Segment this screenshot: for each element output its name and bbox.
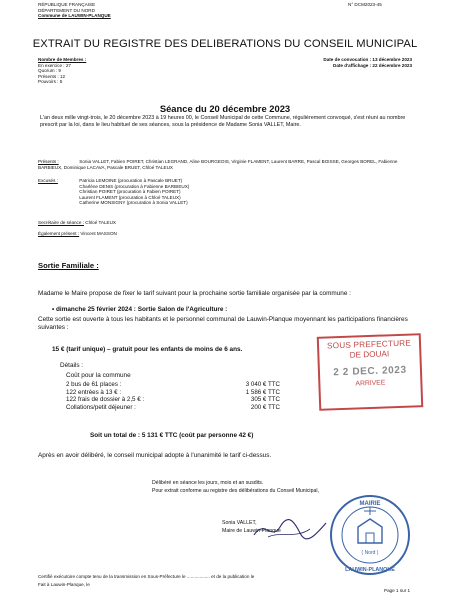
document-title: EXTRAIT DU REGISTRE DES DELIBERATIONS DU CONSEIL MUNICIPAL [32, 38, 418, 50]
members-line: Quorum : 9 [38, 68, 61, 74]
presents-names: Sonia VALLET, Fabien POIRET, Christian LEGRAND, Aline BOURGEOIS, Virginie FLAMENT, Laurent BARRE, Pascal BOISSE, Georges BOREL, Fabienne BARBIEUX, Dominique LACAVA, Pascale BRUET, Chloé TALEUX [38, 159, 398, 170]
conclusion-text: Après en avoir délibéré, le conseil municipal adopte à l'unanimité le tarif ci-dessus. [38, 452, 272, 459]
event-title: • dimanche 25 février 2024 : Sortie Salon de l'Agriculture : [52, 306, 228, 313]
cost-label: 122 entrées à 13 € : [66, 388, 122, 396]
cost-row [66, 389, 280, 397]
svg-text:MAIRIE: MAIRIE [359, 501, 381, 507]
secretaire-name: Chloé TALEUX [85, 220, 116, 225]
presents-row [38, 159, 418, 170]
secretaire-row [38, 220, 116, 226]
cost-row [66, 396, 280, 404]
affichage-date: Date d'affichage : 22 décembre 2023 [333, 62, 412, 68]
mairie-seal [328, 493, 412, 577]
signature-name: Sonia VALLET, [222, 520, 257, 526]
exp-label: Également présent : [38, 231, 80, 236]
excuse-line: Patricia LEMOINE (procuration à Pascale BRUET) [79, 178, 183, 183]
cost-label: Collations/petit déjeuner : [66, 403, 136, 411]
event-description: Cette sortie est ouverte à tous les habitants et le personnel communal de Lauwin-Planque moyennant les participations financières suivantes : [38, 316, 408, 331]
cost-amount: 1 586 € TTC [245, 388, 280, 396]
closing-line-1: Délibéré en séance les jours, mois et an susdits. [152, 480, 264, 486]
stamp-line-1: SOUS PREFECTURE [326, 338, 412, 351]
seal-sub: ( Nord ) [361, 550, 379, 556]
closing-line-2: Pour extrait conforme au registre des délibérations du Conseil Municipal, [152, 488, 319, 494]
members-heading: Nombre de Membres : [38, 57, 87, 62]
header-block [38, 2, 111, 19]
commune-label: Commune de LAUWIN-PLANQUE [38, 13, 111, 19]
footer-line-2: Fait à Lauwin-Planque, le [38, 582, 90, 587]
stamp-date: 2 2 DEC. 2023 [333, 364, 407, 379]
svg-text:LAUWIN-PLANQUE: LAUWIN-PLANQUE [345, 567, 395, 573]
seance-body: L'an deux mille vingt-trois, le 20 décembre 2023 à 19 heures 00, le Conseil Municipal de cette Commune, régulièrement convoqué, s'est réuni au nombre prescrit par la loi, dans le lieu habituel de ses séances, sous la présidence de Madame Sonia VALLET, Maire. [40, 115, 406, 128]
exp-name: Vincent MASSON [80, 231, 117, 236]
cost-label: 122 frais de dossier à 2,5 € : [66, 396, 145, 404]
details-heading: Détails : [60, 362, 84, 369]
convocation-date: Date de convocation : 13 décembre 2023 [323, 57, 412, 62]
handwritten-signature [250, 515, 330, 543]
cost-amount: 3 040 € TTC [245, 381, 280, 388]
excuse-line: Christian POIRET (procuration à Fabien POIRET) [79, 189, 181, 195]
republic-label: RÉPUBLIQUE FRANÇAISE [38, 2, 96, 7]
members-line: En exercice : 27 [38, 62, 71, 68]
stamp-status: ARRIVEE [355, 379, 386, 388]
footer-line-1: Certifié exécutoire compte tenu de la transmission en Sous-Préfecture le .................. et de la publication le [38, 574, 255, 579]
members-line: Présents : 12 [38, 73, 66, 79]
stamp-line-2: DE DOUAI [349, 349, 390, 360]
signature-role: Maire de Lauwin-Planque [222, 528, 281, 534]
excuse-line: Catherine MONSIGNY (procuration à Sonia VALLET) [79, 200, 188, 206]
department-label: DÉPARTEMENT DU NORD [38, 7, 95, 13]
total-text: Soit un total de : 5 131 € TTC (coût par personne 42 €) [90, 432, 254, 439]
prefecture-stamp [317, 333, 424, 411]
tarif-text: 15 € (tarif unique) – gratuit pour les enfants de moins de 6 ans. [52, 346, 243, 353]
members-block [38, 57, 86, 85]
presents-label: Présents : [38, 159, 59, 164]
exp-row [38, 231, 117, 237]
reference-number: N° DCM2023-45 [348, 2, 382, 7]
cost-label: 2 bus de 61 places : [66, 381, 122, 388]
excuses-row [38, 178, 189, 206]
page-number: Page 1 sur 1 [384, 588, 411, 593]
excuse-line: Laurent FLAMENT (procuration à Chloé TALEUX) [79, 194, 181, 200]
section-title: Sortie Familiale : [38, 261, 99, 270]
cost-amount: 305 € TTC [250, 396, 280, 404]
cost-row [66, 404, 280, 412]
cost-table [66, 381, 280, 411]
seance-title: Séance du 20 décembre 2023 [159, 103, 291, 114]
details-subheading: Coût pour la commune [66, 372, 131, 379]
excuses-label: Excusés : [38, 178, 58, 183]
cost-row [66, 381, 280, 389]
intro-text: Madame le Maire propose de fixer le tarif suivant pour la prochaine sortie familiale organisée par la commune : [38, 290, 351, 297]
dates-block [286, 57, 412, 68]
secretaire-label: Secrétaire de séance : [38, 220, 84, 225]
cost-amount: 200 € TTC [250, 403, 280, 411]
members-line: Pouvoirs : 5 [38, 79, 63, 85]
excuse-line: Charlène DENIS (procuration à Fabienne BARBIEUX) [79, 183, 190, 189]
